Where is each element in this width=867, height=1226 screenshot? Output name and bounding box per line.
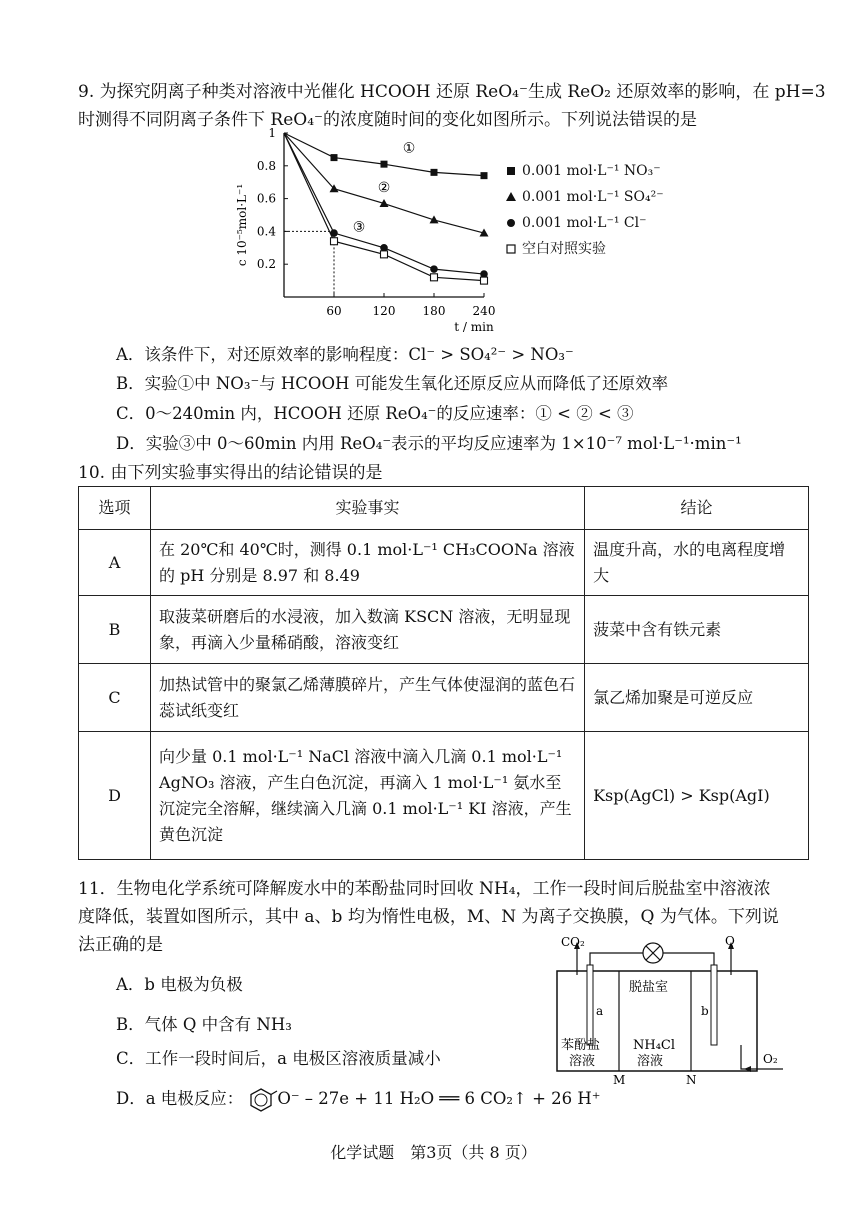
label-left-solution-2: 溶液 <box>569 1054 596 1069</box>
q11-option-b: B．气体 Q 中含有 NH₃ <box>116 1015 292 1034</box>
y-tick-label: 0.6 <box>256 191 276 206</box>
q10-experiment-table <box>78 486 809 860</box>
label-m: M <box>613 1073 626 1085</box>
row-fact: 取菠菜研磨后的水浸液，加入数滴 KSCN 溶液，无明显现象，再滴入少量稀硝酸，溶液变红 <box>151 596 585 664</box>
data-point <box>381 251 388 258</box>
data-point <box>331 154 338 161</box>
q11-stem-line3: 法正确的是 <box>78 935 163 955</box>
y-tick-label: 0.4 <box>256 224 276 239</box>
data-point <box>481 172 488 179</box>
legend-item-cl <box>506 210 664 236</box>
row-fact: 向少量 0.1 mol·L⁻¹ NaCl 溶液中滴入几滴 0.1 mol·L⁻¹ AgNO₃ 溶液，产生白色沉淀，再滴入 1 mol·L⁻¹ 氨水至沉淀完全溶解，继续滴入几滴 0.1 mol·L⁻¹ KI 溶液，产生黄色沉淀 <box>151 732 585 860</box>
y-axis-label: c 10⁻⁵mol·L⁻¹ <box>235 183 249 267</box>
x-tick-label: 60 <box>326 304 342 318</box>
q11-stem-line2: 度降低，装置如图所示，其中 a、b 均为惰性电极，M、N 为离子交换膜，Q 为气体。下列说 <box>78 907 779 927</box>
data-point <box>481 277 488 284</box>
phenoxide-ring-icon <box>243 1086 279 1112</box>
header-option: 选项 <box>79 487 151 530</box>
y-tick-label: 0.8 <box>256 158 276 173</box>
legend-label: 0.001 mol·L⁻¹ NO₃⁻ <box>522 163 661 179</box>
row-conclusion: 温度升高，水的电离程度增大 <box>585 530 809 596</box>
data-point <box>381 161 388 168</box>
row-conclusion: 菠菜中含有铁元素 <box>585 596 809 664</box>
table-row <box>79 732 809 860</box>
series-annotation: ① <box>402 140 416 157</box>
label-mid-solution-1: NH₄Cl <box>633 1038 676 1053</box>
label-b: b <box>701 1004 709 1018</box>
row-conclusion: Ksp(AgCl) > Ksp(AgI) <box>585 732 809 860</box>
label-desalination-chamber: 脱盐室 <box>629 980 669 995</box>
series-annotation: ② <box>377 180 391 197</box>
data-point <box>431 274 438 281</box>
legend-item-so4 <box>506 184 664 210</box>
filled-circle-marker-icon <box>506 218 516 228</box>
label-left-solution-1: 苯酚盐 <box>561 1038 601 1053</box>
table-row <box>79 664 809 732</box>
table-row <box>79 530 809 596</box>
x-tick-label: 180 <box>422 304 446 318</box>
header-fact: 实验事实 <box>151 487 585 530</box>
y-tick-label: 1 <box>268 126 276 140</box>
page-footer: 化学试题 第3页（共 8 页） <box>330 1143 537 1162</box>
row-conclusion: 氯乙烯加聚是可逆反应 <box>585 664 809 732</box>
q9-option-a: A．该条件下，对还原效率的影响程度：Cl⁻ > SO₄²⁻ > NO₃⁻ <box>116 345 574 364</box>
row-fact: 加热试管中的聚氯乙烯薄膜碎片，产生气体使湿润的蓝色石蕊试纸变红 <box>151 664 585 732</box>
q9-option-d: D．实验③中 0～60min 内用 ReO₄⁻表示的平均反应速率为 1×10⁻⁷ mol·L⁻¹·min⁻¹ <box>116 434 742 453</box>
q11-option-d-prefix: D．a 电极反应： <box>116 1089 244 1108</box>
series-annotation: ③ <box>352 219 366 236</box>
legend-item-blank <box>506 236 664 262</box>
legend-item-no3 <box>506 158 664 184</box>
header-conclusion: 结论 <box>585 487 809 530</box>
y-tick-label: 0.2 <box>256 257 276 272</box>
legend-label: 空白对照实验 <box>522 241 606 257</box>
label-co2: CO₂ <box>561 935 585 949</box>
legend-label: 0.001 mol·L⁻¹ Cl⁻ <box>522 215 647 231</box>
row-fact: 在 20℃和 40℃时，测得 0.1 mol·L⁻¹ CH₃COONa 溶液的 pH 分别是 8.97 和 8.49 <box>151 530 585 596</box>
electrode-a <box>587 965 593 1045</box>
row-option: B <box>79 596 151 664</box>
q9-option-b: B．实验①中 NO₃⁻与 HCOOH 可能发生氧化还原反应从而降低了还原效率 <box>116 374 669 393</box>
row-option: A <box>79 530 151 596</box>
label-n: N <box>686 1073 697 1085</box>
label-q: Q <box>725 935 735 948</box>
q11-electrochemical-apparatus <box>555 935 785 1085</box>
open-square-marker-icon <box>506 244 516 254</box>
data-point <box>431 169 438 176</box>
q11-option-a: A．b 电极为负极 <box>116 975 243 994</box>
filled-square-marker-icon <box>506 166 516 176</box>
electrode-b <box>711 965 717 1045</box>
q11-stem-line1: 11．生物电化学系统可降解废水中的苯酚盐同时回收 NH₄，工作一段时间后脱盐室中溶液浓 <box>78 879 771 899</box>
label-a: a <box>596 1004 604 1018</box>
row-option: D <box>79 732 151 860</box>
legend-label: 0.001 mol·L⁻¹ SO₄²⁻ <box>522 189 664 205</box>
x-tick-label: 240 <box>472 304 496 318</box>
filled-triangle-marker-icon <box>506 192 516 202</box>
label-mid-solution-2: 溶液 <box>637 1054 664 1069</box>
table-header-row <box>79 487 809 530</box>
x-tick-label: 120 <box>372 304 396 318</box>
q9-stem-line1: 9. 为探究阴离子种类对溶液中光催化 HCOOH 还原 ReO₄⁻生成 ReO₂ 还原效率的影响，在 pH=3 <box>78 82 826 102</box>
series-line-1 <box>284 133 484 176</box>
q10-stem: 10. 由下列实验事实得出的结论错误的是 <box>78 463 383 483</box>
q11-option-d-equation: ⁻ – 27e + 11 H₂O ══ 6 CO₂↑ + 26 H⁺ <box>290 1089 601 1108</box>
data-point <box>331 238 338 245</box>
label-o2: O₂ <box>763 1052 778 1066</box>
row-option: C <box>79 664 151 732</box>
q9-concentration-chart <box>228 125 508 335</box>
q9-option-c: C．0～240min 内，HCOOH 还原 ReO₄⁻的反应速率：① < ② < ③ <box>116 404 634 423</box>
table-row <box>79 596 809 664</box>
x-axis-label: t / min <box>454 320 494 334</box>
q11-option-c: C．工作一段时间后，a 电极区溶液质量减小 <box>116 1049 441 1068</box>
q11-option-d: D．a 电极反应： O ⁻ – 27e + 11 H₂O ══ 6 CO₂↑ + 26 H⁺ <box>116 1086 601 1112</box>
q9-stem-line2: 时测得不同阴离子条件下 ReO₄⁻的浓度随时间的变化如图所示。下列说法错误的是 <box>78 110 697 130</box>
data-point <box>430 265 438 273</box>
q9-chart-legend <box>506 158 664 262</box>
